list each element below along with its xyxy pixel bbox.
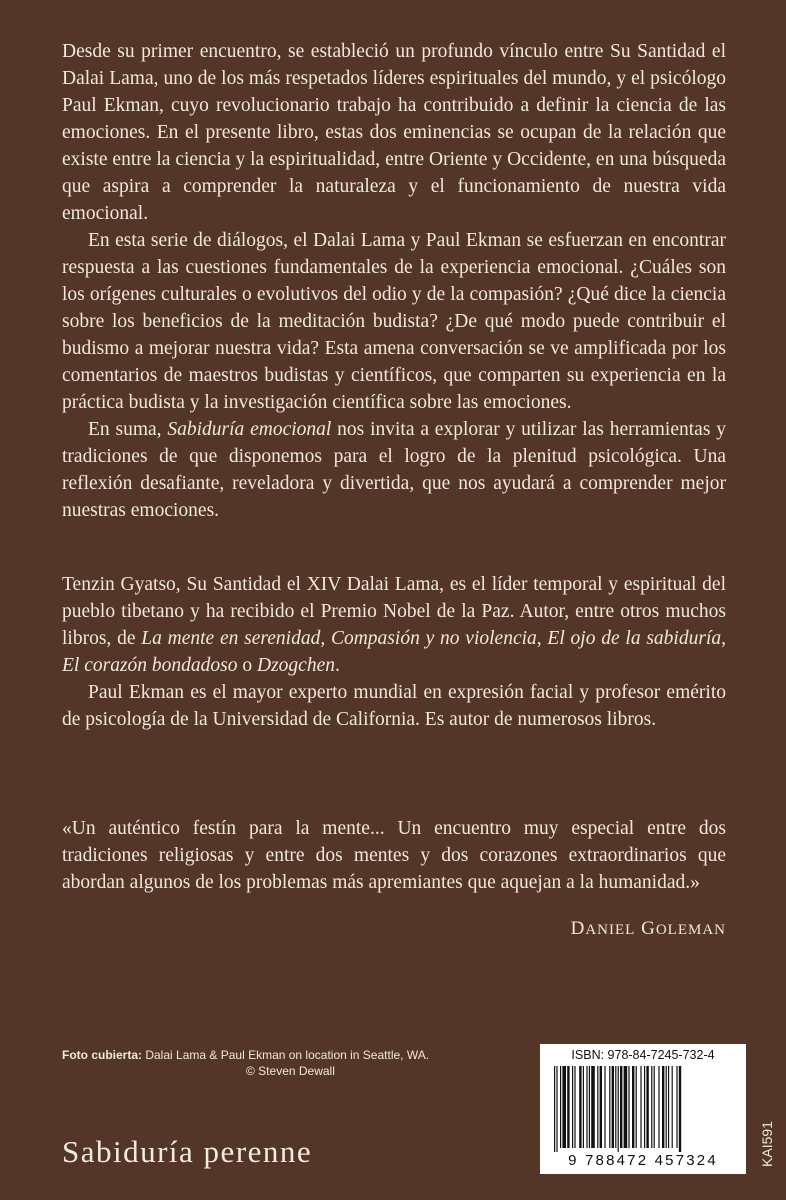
author-bios bbox=[62, 571, 726, 733]
paul-ekman-bio: Paul Ekman es el mayor experto mundial en expresión facial y profesor emérito de psicología de la Universidad de California. Es autor de numerosos libros. bbox=[62, 682, 726, 730]
isbn-label: ISBN: 978-84-7245-732-4 bbox=[571, 1048, 715, 1062]
quote-author bbox=[571, 918, 726, 940]
bio-end: . bbox=[334, 655, 340, 676]
description-p3-start: En suma, bbox=[88, 419, 168, 440]
book-1: La mente en serenidad, Compasión y no violencia bbox=[141, 628, 537, 649]
separator-2: , bbox=[721, 628, 726, 649]
description-paragraph-3 bbox=[62, 416, 726, 524]
author-initial-2: G bbox=[641, 918, 656, 939]
dalai-lama-bio-text: Tenzin Gyatso, Su Santidad el XIV Dalai Lama, es el líder temporal y espiritual del pueblo tibetano y ha recibido el Premio Nobel de la Paz. Autor, entre otros muchos libros, de bbox=[62, 574, 726, 649]
isbn-barcode bbox=[540, 1044, 746, 1174]
book-title-italic: Sabiduría emocional bbox=[167, 419, 332, 440]
series-name: Sabiduría perenne bbox=[62, 1134, 313, 1169]
description-p3-end: nos invita a explorar y utilizar las herramientas y tradiciones de que disponemos para el logro de la plenitud psicológica. Una reflexión desafiante, reveladora y divertida, que nos ayudará a comprender mejor nuestras emociones. bbox=[62, 419, 726, 521]
product-code bbox=[756, 1100, 778, 1190]
photo-credit-label: Foto cubierta: bbox=[62, 1048, 142, 1062]
photo-credit-copyright: © Steven Dewall bbox=[246, 1064, 335, 1078]
description-paragraph-2: En esta serie de diálogos, el Dalai Lama y Paul Ekman se esfuerzan en encontrar respuesta a las cuestiones fundamentales de la experiencia emocional. ¿Cuáles son los orígenes culturales o evolutivos del odio y de la compasión? ¿Qué dice la ciencia sobre los beneficios de la meditación budista? ¿De qué modo puede contribuir el budismo a mejorar nuestra vida? Esta amena conversación se ve amplificada por los comentarios de maestros budistas y científicos, que comparten su experiencia en la práctica budista y la investigación científica sobre las emociones. bbox=[62, 230, 726, 413]
author-rest-2: OLEMAN bbox=[655, 922, 726, 938]
separator-3: o bbox=[237, 655, 257, 676]
ean-digits: 9 788472 457324 bbox=[568, 1152, 718, 1169]
book-description bbox=[62, 38, 726, 524]
description-paragraph-1: Desde su primer encuentro, se estableció un profundo vínculo entre Su Santidad el Dalai Lama, uno de los más respetados líderes espirituales del mundo, y el psicólogo Paul Ekman, cuyo revolucionario trabajo ha contribuido a definir la ciencia de las emociones. En el presente libro, estas dos eminencias se ocupan de la relación que existe entre la ciencia y la espiritualidad, entre Oriente y Occidente, en una búsqueda que aspira a comprender la naturaleza y el funcionamiento de nuestra vida emocional. bbox=[62, 41, 726, 224]
dalai-lama-bio bbox=[62, 571, 726, 679]
product-code-text: KAI591 bbox=[759, 1121, 775, 1167]
book-2: El ojo de la sabiduría bbox=[547, 628, 722, 649]
photo-credit bbox=[62, 1047, 532, 1079]
author-rest-1: ANIEL bbox=[585, 922, 636, 938]
author-initial-1: D bbox=[570, 918, 586, 939]
endorsement-quote bbox=[62, 815, 726, 896]
book-3: El corazón bondadoso bbox=[62, 655, 238, 676]
barcode-icon bbox=[552, 1066, 734, 1152]
separator-1: , bbox=[536, 628, 548, 649]
photo-credit-text: Dalai Lama & Paul Ekman on location in Seattle, WA. bbox=[145, 1048, 430, 1062]
quote-text: «Un auténtico festín para la mente... Un encuentro muy especial entre dos tradiciones religiosas y entre dos mentes y dos corazones extraordinarios que abordan algunos de los problemas más apremiantes que aquejan a la humanidad.» bbox=[62, 818, 726, 893]
book-4: Dzogchen bbox=[257, 655, 335, 676]
